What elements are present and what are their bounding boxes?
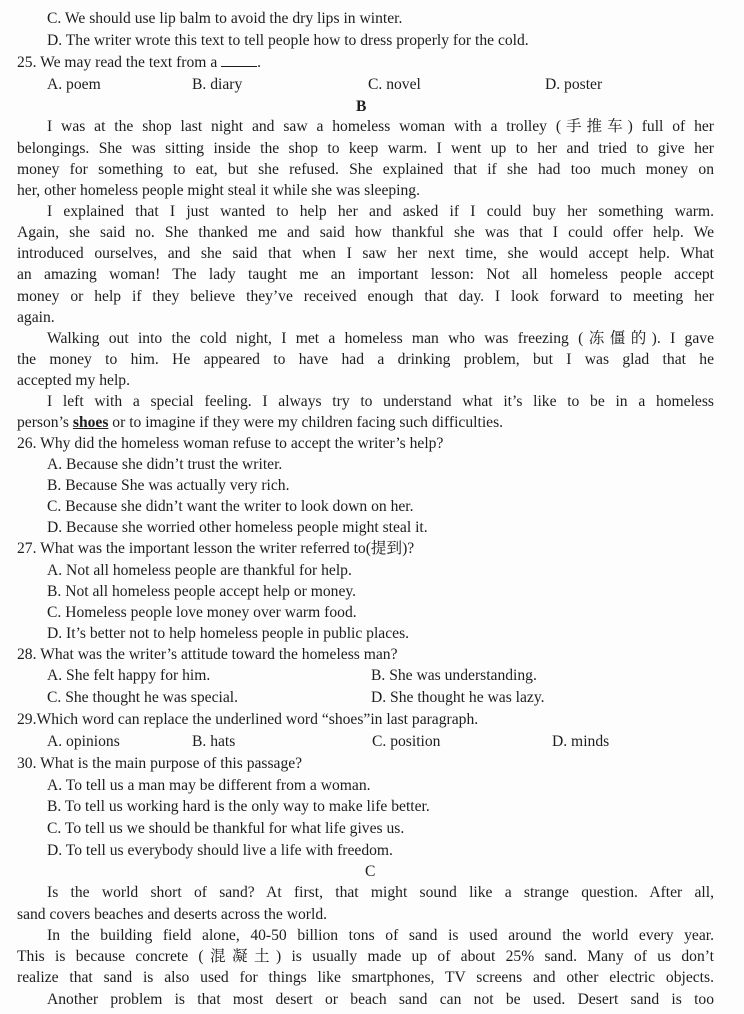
q26-option-b: B. Because She was actually very rich. <box>47 477 290 494</box>
q25-stem-end: . <box>257 54 262 71</box>
q28-option-d: D. She thought he was lazy. <box>371 689 545 706</box>
passage-b-line: introduced ourselves, and she said that when I saw her next time, she would accept help. What <box>17 245 714 262</box>
passage-b-line: again. <box>17 309 55 326</box>
passage-b-line: money for something to eat, but she refused. She explained that if she had too much money on <box>17 161 714 178</box>
passage-b-last-line <box>17 412 503 433</box>
q30-option-a: A. To tell us a man may be different from a woman. <box>47 777 371 794</box>
q30-option-c: C. To tell us we should be thankful for what life gives us. <box>47 820 405 837</box>
q28-stem: 28. What was the writer’s attitude toward the homeless man? <box>17 646 398 663</box>
passage-b-line: Walking out into the cold night, I met a homeless man who was freezing (冻僵的). I gave <box>47 330 714 347</box>
q25-stem-text: 25. We may read the text from a <box>17 54 222 71</box>
passage-c-line: This is because concrete (混凝土) is usually made up of about 25% sand. Many of us don’t <box>17 948 714 965</box>
q29-option-c: C. position <box>372 733 441 750</box>
q24-option-c: C. We should use lip balm to avoid the dry lips in winter. <box>47 10 403 27</box>
passage-c-line: Another problem is that most desert or beach sand can not be used. Desert sand is too <box>47 991 714 1008</box>
passage-b-line: an amazing woman! The lady taught me an important lesson: Not all homeless people accept <box>17 266 714 283</box>
passage-b-line: her, other homeless people might steal it while she was sleeping. <box>17 182 420 199</box>
q27-option-a: A. Not all homeless people are thankful for help. <box>47 562 352 579</box>
q30-option-d: D. To tell us everybody should live a life with freedom. <box>47 842 393 859</box>
passage-b-line: money or help if they believe they’ve received enough that day. I look forward to meeting her <box>17 288 714 305</box>
q27-stem: 27. What was the important lesson the writer referred to(提到)? <box>17 540 415 557</box>
passage-b-line: I left with a special feeling. I always try to understand what it’s like to be in a homeless <box>47 393 714 410</box>
passage-b-line: accepted my help. <box>17 372 131 389</box>
section-b-heading: B <box>356 98 367 115</box>
q28-option-b: B. She was understanding. <box>371 667 537 684</box>
answer-blank <box>221 52 257 67</box>
q29-option-d: D. minds <box>552 733 610 750</box>
underlined-word-shoes: shoes <box>72 414 109 431</box>
q25-stem <box>17 52 261 73</box>
q26-option-a: A. Because she didn’t trust the writer. <box>47 456 283 473</box>
q27-option-b: B. Not all homeless people accept help or money. <box>47 583 357 600</box>
q27-option-d: D. It’s better not to help homeless people in public places. <box>47 625 410 642</box>
passage-b-line: belongings. She was sitting inside the shop to keep warm. I went up to her and tried to give her <box>17 140 714 157</box>
q29-option-b: B. hats <box>192 733 236 750</box>
passage-c-line: Is the world short of sand? At first, that might sound like a strange question. After all, <box>47 884 714 901</box>
passage-b-line: I was at the shop last night and saw a homeless woman with a trolley (手推车) full of her <box>47 118 714 135</box>
passage-c-line: sand covers beaches and deserts across the world. <box>17 906 328 923</box>
q29-stem: 29.Which word can replace the underlined word “shoes”in last paragraph. <box>17 711 479 728</box>
q26-option-d: D. Because she worried other homeless people might steal it. <box>47 519 428 536</box>
passage-b-line: I explained that I just wanted to help her and asked if I could buy her something warm. <box>47 203 714 220</box>
passage-c-line: realize that sand is also used for things like smartphones, TV screens and other electric objects. <box>17 969 714 986</box>
q24-option-d: D. The writer wrote this text to tell people how to dress properly for the cold. <box>47 32 529 49</box>
passage-b-text: person’s <box>17 414 73 431</box>
passage-b-line: the money to him. He appeared to have had a drinking problem, but I was glad that he <box>17 351 714 368</box>
q25-option-d: D. poster <box>545 76 603 93</box>
passage-b-text: or to imagine if they were my children facing such difficulties. <box>108 414 504 431</box>
q25-option-b: B. diary <box>192 76 243 93</box>
q28-option-a: A. She felt happy for him. <box>47 667 211 684</box>
q26-stem: 26. Why did the homeless woman refuse to accept the writer’s help? <box>17 435 444 452</box>
q27-option-c: C. Homeless people love money over warm food. <box>47 604 357 621</box>
q25-option-a: A. poem <box>47 76 101 93</box>
q26-option-c: C. Because she didn’t want the writer to look down on her. <box>47 498 414 515</box>
passage-c-line: In the building field alone, 40-50 billion tons of sand is used around the world every year. <box>47 927 714 944</box>
q30-stem: 30. What is the main purpose of this passage? <box>17 755 303 772</box>
q29-option-a: A. opinions <box>47 733 120 750</box>
q28-option-c: C. She thought he was special. <box>47 689 238 706</box>
passage-b-line: Again, she said no. She thanked me and said how thankful she was that I could offer help. We <box>17 224 714 241</box>
q25-option-c: C. novel <box>368 76 421 93</box>
q30-option-b: B. To tell us working hard is the only way to make life better. <box>47 798 430 815</box>
section-c-heading: C <box>365 863 376 880</box>
